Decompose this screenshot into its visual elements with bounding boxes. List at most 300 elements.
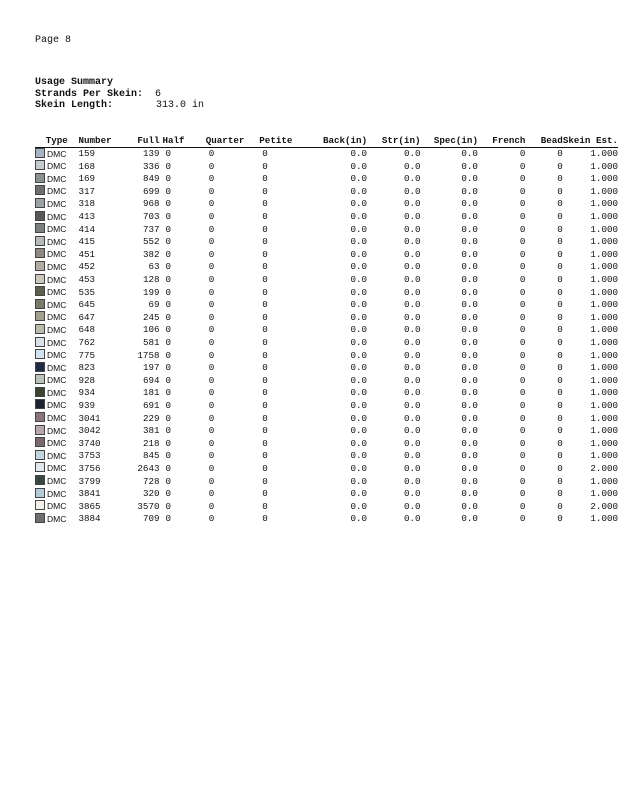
quarter-count: 0 <box>208 311 215 323</box>
floss-type-cell <box>35 173 79 186</box>
header-number: Number <box>79 135 123 147</box>
quarter-count: 0 <box>208 160 215 172</box>
table-row <box>35 236 618 249</box>
spec-length: 0.0 <box>461 349 478 361</box>
table-header-row <box>35 135 618 147</box>
table-row <box>35 147 618 160</box>
quarter-count: 0 <box>208 462 215 474</box>
french-count: 0 <box>519 223 526 235</box>
bead-count: 0 <box>557 248 563 260</box>
bead-count: 0 <box>557 374 563 386</box>
skein-estimate: 1.000 <box>590 437 618 449</box>
color-swatch <box>35 337 45 347</box>
full-count: 968 <box>142 198 160 210</box>
floss-type: DMC <box>47 450 67 461</box>
french-count: 0 <box>519 437 526 449</box>
floss-type-cell <box>35 337 79 350</box>
petite-count: 0 <box>262 236 268 248</box>
half-count: 0 <box>165 261 171 273</box>
table-row <box>35 261 618 274</box>
header-petite: Petite <box>256 135 311 147</box>
french-count: 0 <box>519 513 526 525</box>
skein-estimate: 1.000 <box>590 299 618 311</box>
full-count: 709 <box>142 513 160 525</box>
table-row <box>35 450 618 463</box>
floss-type: DMC <box>47 463 67 474</box>
quarter-count: 0 <box>208 399 215 411</box>
back-length: 0.0 <box>350 387 368 399</box>
skein-estimate: 1.000 <box>590 450 618 462</box>
color-swatch <box>35 362 45 372</box>
back-length: 0.0 <box>350 488 368 500</box>
skein-length <box>35 100 204 112</box>
floss-type-cell <box>35 286 79 299</box>
quarter-count: 0 <box>208 211 215 223</box>
half-count: 0 <box>165 437 171 449</box>
skein-estimate: 1.000 <box>590 274 618 286</box>
str-length: 0.0 <box>403 324 421 336</box>
spec-length: 0.0 <box>461 437 478 449</box>
full-count: 737 <box>142 223 160 235</box>
skein-estimate: 1.000 <box>590 387 618 399</box>
full-count: 581 <box>142 337 160 348</box>
floss-type-cell <box>35 311 79 324</box>
quarter-count: 0 <box>208 387 215 399</box>
color-swatch <box>35 349 45 359</box>
floss-type: DMC <box>47 211 67 222</box>
table-row <box>35 425 618 438</box>
skein-estimate: 1.000 <box>590 488 618 500</box>
floss-number: 928 <box>78 374 96 386</box>
quarter-count: 0 <box>208 261 215 273</box>
floss-type: DMC <box>47 362 67 373</box>
str-length: 0.0 <box>403 286 421 298</box>
spec-length: 0.0 <box>461 173 478 185</box>
floss-number: 648 <box>78 324 96 336</box>
petite-count: 0 <box>262 160 268 172</box>
floss-type: DMC <box>47 299 67 310</box>
skein-estimate: 1.000 <box>590 148 618 160</box>
table-row <box>35 437 618 450</box>
str-length: 0.0 <box>403 462 421 474</box>
bead-count: 0 <box>557 185 563 197</box>
floss-number: 3884 <box>78 513 101 525</box>
page-number: Page 8 <box>35 35 72 46</box>
french-count: 0 <box>519 488 526 500</box>
french-count: 0 <box>519 261 526 273</box>
floss-number: 823 <box>78 362 96 374</box>
full-count: 691 <box>142 399 160 411</box>
skein-estimate: 1.000 <box>590 236 618 248</box>
str-length: 0.0 <box>403 185 421 197</box>
french-count: 0 <box>519 387 526 399</box>
back-length: 0.0 <box>350 437 368 449</box>
spec-length: 0.0 <box>461 286 478 298</box>
floss-type-cell <box>35 399 79 412</box>
petite-count: 0 <box>262 299 268 311</box>
floss-type-cell <box>35 160 79 173</box>
str-length: 0.0 <box>403 248 421 260</box>
petite-count: 0 <box>262 425 268 437</box>
usage-summary <box>35 77 204 112</box>
half-count: 0 <box>165 475 171 487</box>
spec-length: 0.0 <box>461 261 478 273</box>
half-count: 0 <box>165 286 171 298</box>
half-count: 0 <box>165 362 171 374</box>
quarter-count: 0 <box>208 337 215 348</box>
floss-type-cell <box>35 198 79 211</box>
str-length: 0.0 <box>403 500 421 512</box>
french-count: 0 <box>519 324 526 336</box>
color-swatch <box>35 211 45 221</box>
quarter-count: 0 <box>208 299 215 311</box>
header-back: Back(in) <box>312 135 368 147</box>
floss-type-cell <box>35 248 79 261</box>
floss-type-cell <box>35 425 79 438</box>
skein-estimate: 1.000 <box>590 513 618 525</box>
petite-count: 0 <box>262 311 268 323</box>
full-count: 181 <box>142 387 160 399</box>
floss-type-cell <box>35 450 79 463</box>
spec-length: 0.0 <box>461 311 478 323</box>
spec-length: 0.0 <box>461 462 478 474</box>
summary-title: Usage Summary <box>35 77 114 88</box>
str-length: 0.0 <box>403 198 421 210</box>
skein-estimate: 1.000 <box>590 185 618 197</box>
half-count: 0 <box>165 311 171 323</box>
half-count: 0 <box>165 274 171 286</box>
floss-type: DMC <box>47 488 67 499</box>
quarter-count: 0 <box>208 349 215 361</box>
floss-type-cell <box>35 147 79 160</box>
back-length: 0.0 <box>350 475 368 487</box>
color-swatch <box>35 374 45 384</box>
color-swatch <box>35 513 45 523</box>
back-length: 0.0 <box>350 374 368 386</box>
spec-length: 0.0 <box>461 299 478 311</box>
floss-number: 3753 <box>78 450 101 462</box>
full-count: 382 <box>142 248 160 260</box>
floss-type: DMC <box>47 513 67 524</box>
skein-estimate: 1.000 <box>590 475 618 487</box>
skein-estimate: 1.000 <box>590 349 618 361</box>
half-count: 0 <box>165 399 171 411</box>
back-length: 0.0 <box>350 500 368 512</box>
petite-count: 0 <box>262 488 268 500</box>
petite-count: 0 <box>262 286 268 298</box>
french-count: 0 <box>519 211 526 223</box>
color-swatch <box>35 425 45 435</box>
floss-type: DMC <box>47 274 67 285</box>
french-count: 0 <box>519 236 526 248</box>
table-row <box>35 198 618 211</box>
full-count: 139 <box>142 148 160 160</box>
color-swatch <box>35 475 45 485</box>
color-swatch <box>35 236 45 246</box>
str-length: 0.0 <box>403 274 421 286</box>
table-row <box>35 185 618 198</box>
back-length: 0.0 <box>350 349 368 361</box>
half-count: 0 <box>165 211 171 223</box>
floss-type-cell <box>35 223 79 236</box>
spec-length: 0.0 <box>461 324 478 336</box>
spec-length: 0.0 <box>461 488 478 500</box>
bead-count: 0 <box>557 513 563 525</box>
bead-count: 0 <box>557 462 563 474</box>
str-length: 0.0 <box>403 211 421 223</box>
back-length: 0.0 <box>350 311 368 323</box>
floss-type: DMC <box>47 224 67 235</box>
half-count: 0 <box>165 387 171 399</box>
usage-table <box>35 135 618 525</box>
full-count: 699 <box>142 185 160 197</box>
bead-count: 0 <box>557 236 563 248</box>
skein-estimate: 1.000 <box>590 311 618 323</box>
color-swatch <box>35 274 45 284</box>
skein-estimate: 2.000 <box>590 462 618 474</box>
back-length: 0.0 <box>350 450 368 462</box>
floss-type: DMC <box>47 161 67 172</box>
back-length: 0.0 <box>350 399 368 411</box>
back-length: 0.0 <box>350 462 368 474</box>
petite-count: 0 <box>262 324 268 336</box>
quarter-count: 0 <box>208 274 215 286</box>
floss-number: 318 <box>78 198 96 210</box>
str-length: 0.0 <box>403 362 421 374</box>
floss-number: 3756 <box>78 462 101 474</box>
floss-type: DMC <box>47 186 67 197</box>
petite-count: 0 <box>262 437 268 449</box>
header-bead: Bead <box>525 135 562 147</box>
str-length: 0.0 <box>403 475 421 487</box>
header-quarter: Quarter <box>203 135 257 147</box>
half-count: 0 <box>165 488 171 500</box>
floss-type: DMC <box>47 425 67 436</box>
french-count: 0 <box>519 374 526 386</box>
table-row <box>35 173 618 186</box>
floss-number: 762 <box>78 337 96 348</box>
skein-estimate: 1.000 <box>590 160 618 172</box>
table-row <box>35 223 618 236</box>
spec-length: 0.0 <box>461 399 478 411</box>
bead-count: 0 <box>557 173 563 185</box>
bead-count: 0 <box>557 362 563 374</box>
table-row <box>35 374 618 387</box>
half-count: 0 <box>165 248 171 260</box>
back-length: 0.0 <box>350 324 368 336</box>
bead-count: 0 <box>557 324 563 336</box>
petite-count: 0 <box>262 362 268 374</box>
table-row <box>35 513 618 526</box>
petite-count: 0 <box>262 412 268 424</box>
spec-length: 0.0 <box>461 337 478 348</box>
half-count: 0 <box>165 148 171 160</box>
petite-count: 0 <box>262 374 268 386</box>
bead-count: 0 <box>557 299 563 311</box>
skein-estimate: 1.000 <box>590 198 618 210</box>
strands-per-skein <box>35 89 204 101</box>
french-count: 0 <box>519 399 526 411</box>
floss-type-cell <box>35 236 79 249</box>
quarter-count: 0 <box>208 488 215 500</box>
quarter-count: 0 <box>208 412 215 424</box>
str-length: 0.0 <box>403 450 421 462</box>
table-row <box>35 462 618 475</box>
floss-type-cell <box>35 274 79 287</box>
spec-length: 0.0 <box>461 248 478 260</box>
floss-number: 169 <box>78 173 96 185</box>
back-length: 0.0 <box>350 337 368 348</box>
back-length: 0.0 <box>350 185 368 197</box>
bead-count: 0 <box>557 337 563 348</box>
full-count: 69 <box>148 299 160 311</box>
str-length: 0.0 <box>403 425 421 437</box>
half-count: 0 <box>165 160 171 172</box>
french-count: 0 <box>519 274 526 286</box>
header-spec: Spec(in) <box>420 135 477 147</box>
french-count: 0 <box>519 450 526 462</box>
skein-estimate: 1.000 <box>590 173 618 185</box>
petite-count: 0 <box>262 450 268 462</box>
floss-number: 775 <box>78 349 96 361</box>
str-length: 0.0 <box>403 513 421 525</box>
table-row <box>35 211 618 224</box>
back-length: 0.0 <box>350 299 368 311</box>
str-length: 0.0 <box>403 349 421 361</box>
half-count: 0 <box>165 450 171 462</box>
floss-type-cell <box>35 185 79 198</box>
skein-estimate: 1.000 <box>590 223 618 235</box>
french-count: 0 <box>519 148 526 160</box>
french-count: 0 <box>519 286 526 298</box>
full-count: 63 <box>148 261 160 273</box>
color-swatch <box>35 399 45 409</box>
color-swatch <box>35 198 45 208</box>
bead-count: 0 <box>557 425 563 437</box>
petite-count: 0 <box>262 261 268 273</box>
floss-type-cell <box>35 324 79 337</box>
full-count: 128 <box>142 274 160 286</box>
floss-type-cell <box>35 437 79 450</box>
floss-type: DMC <box>47 324 67 335</box>
quarter-count: 0 <box>208 185 215 197</box>
quarter-count: 0 <box>208 362 215 374</box>
full-count: 218 <box>142 437 160 449</box>
half-count: 0 <box>165 513 171 525</box>
french-count: 0 <box>519 198 526 210</box>
french-count: 0 <box>519 475 526 487</box>
color-swatch <box>35 450 45 460</box>
floss-number: 645 <box>78 299 96 311</box>
floss-type-cell <box>35 488 79 501</box>
half-count: 0 <box>165 198 171 210</box>
str-length: 0.0 <box>403 337 421 348</box>
table-row <box>35 488 618 501</box>
back-length: 0.0 <box>350 223 368 235</box>
bead-count: 0 <box>557 450 563 462</box>
floss-type: DMC <box>47 375 67 386</box>
half-count: 0 <box>165 173 171 185</box>
floss-type: DMC <box>47 337 67 348</box>
header-full: Full <box>122 135 159 147</box>
floss-type-cell <box>35 500 79 513</box>
floss-type: DMC <box>47 413 67 424</box>
str-length: 0.0 <box>403 412 421 424</box>
petite-count: 0 <box>262 198 268 210</box>
full-count: 336 <box>142 160 160 172</box>
str-length: 0.0 <box>403 311 421 323</box>
full-count: 2643 <box>137 462 160 474</box>
floss-number: 647 <box>78 311 96 323</box>
str-length: 0.0 <box>403 160 421 172</box>
petite-count: 0 <box>262 148 268 160</box>
petite-count: 0 <box>262 500 268 512</box>
table-row <box>35 399 618 412</box>
str-length: 0.0 <box>403 437 421 449</box>
color-swatch <box>35 173 45 183</box>
color-swatch <box>35 488 45 498</box>
floss-number: 317 <box>78 185 96 197</box>
back-length: 0.0 <box>350 198 368 210</box>
full-count: 3570 <box>137 500 160 512</box>
half-count: 0 <box>165 425 171 437</box>
floss-number: 934 <box>78 387 96 399</box>
spec-length: 0.0 <box>461 211 478 223</box>
header-type: Type <box>35 135 79 147</box>
str-length: 0.0 <box>403 399 421 411</box>
floss-type: DMC <box>47 148 67 159</box>
quarter-count: 0 <box>208 450 215 462</box>
full-count: 728 <box>142 475 160 487</box>
floss-type-cell <box>35 374 79 387</box>
full-count: 245 <box>142 311 160 323</box>
floss-type-cell <box>35 387 79 400</box>
spec-length: 0.0 <box>461 513 478 525</box>
skein-estimate: 1.000 <box>590 211 618 223</box>
half-count: 0 <box>165 337 171 348</box>
skein-estimate: 1.000 <box>590 261 618 273</box>
spec-length: 0.0 <box>461 387 478 399</box>
spec-length: 0.0 <box>461 185 478 197</box>
table-row <box>35 311 618 324</box>
petite-count: 0 <box>262 185 268 197</box>
floss-type: DMC <box>47 350 67 361</box>
back-length: 0.0 <box>350 236 368 248</box>
bead-count: 0 <box>557 437 563 449</box>
bead-count: 0 <box>557 412 563 424</box>
str-length: 0.0 <box>403 488 421 500</box>
french-count: 0 <box>519 185 526 197</box>
table-row <box>35 299 618 312</box>
half-count: 0 <box>165 185 171 197</box>
petite-count: 0 <box>262 274 268 286</box>
quarter-count: 0 <box>208 500 215 512</box>
floss-type: DMC <box>47 287 67 298</box>
back-length: 0.0 <box>350 173 368 185</box>
color-swatch <box>35 299 45 309</box>
french-count: 0 <box>519 462 526 474</box>
floss-type-cell <box>35 462 79 475</box>
table-row <box>35 274 618 287</box>
full-count: 703 <box>142 211 160 223</box>
skein-estimate: 1.000 <box>590 362 618 374</box>
french-count: 0 <box>519 160 526 172</box>
bead-count: 0 <box>557 349 563 361</box>
color-swatch <box>35 437 45 447</box>
floss-type-cell <box>35 261 79 274</box>
french-count: 0 <box>519 311 526 323</box>
spec-length: 0.0 <box>461 475 478 487</box>
